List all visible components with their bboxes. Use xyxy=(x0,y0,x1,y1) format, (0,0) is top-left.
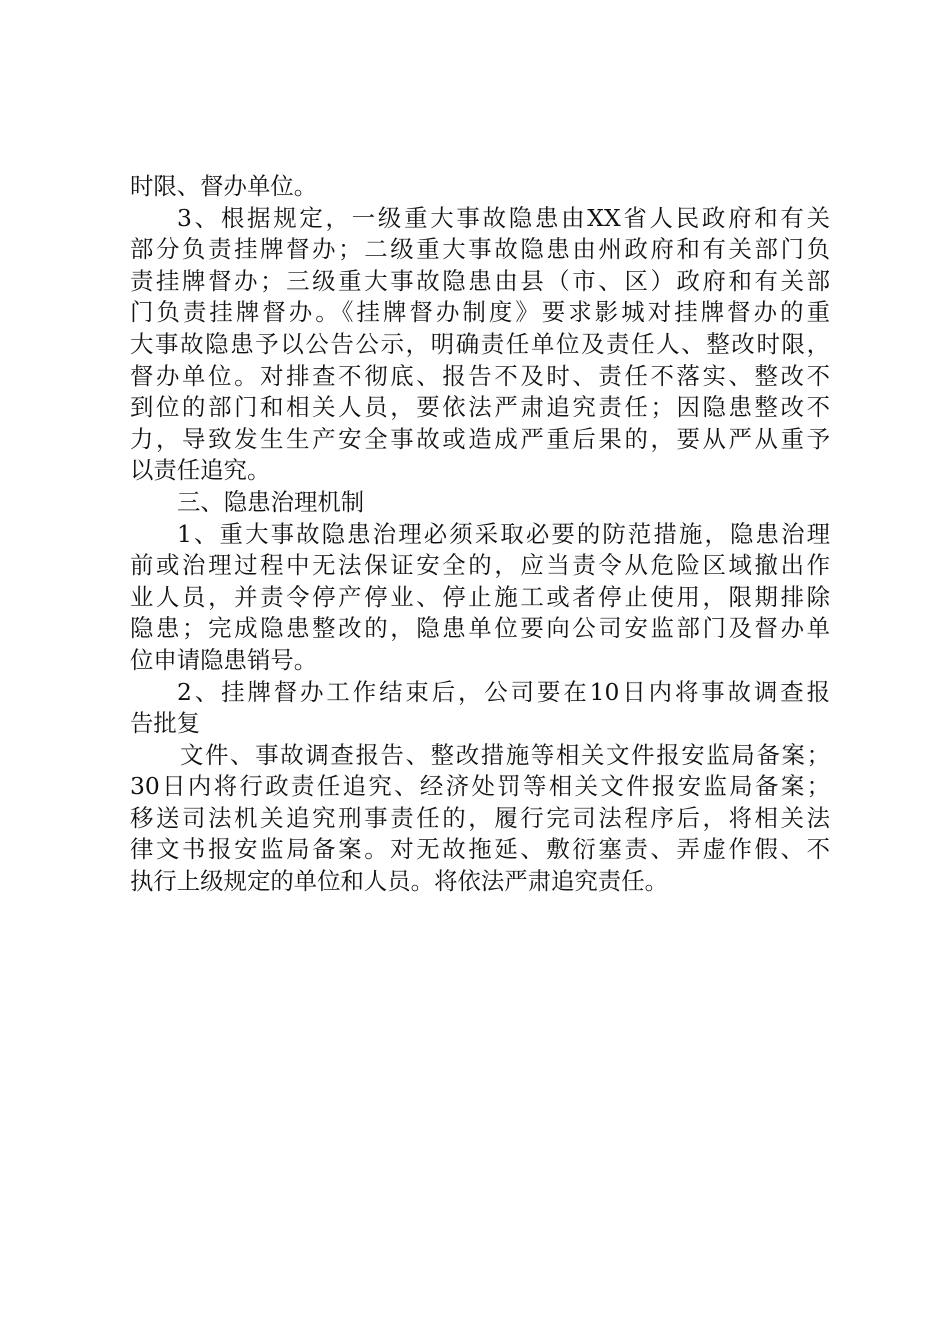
text-line-15: 隐患；完成隐患整改的，隐患单位要向公司安监部门及督办单 xyxy=(130,614,830,643)
text-line-14: 业人员，并责令停产停业、停止施工或者停止使用，限期排除 xyxy=(130,582,830,611)
text-line-4: 责挂牌督办；三级重大事故隐患由县（市、区）政府和有关部 xyxy=(130,266,830,295)
text-line-23: 执行上级规定的单位和人员。将依法严肃追究责任。 xyxy=(130,867,668,896)
text-line-8: 到位的部门和相关人员，要依法严肃追究责任；因隐患整改不 xyxy=(130,393,830,422)
text-line-20: 30日内将行政责任追究、经济处罚等相关文件报安监局备案； xyxy=(130,772,830,801)
text-line-6: 大事故隐患予以公告公示，明确责任单位及责任人、整改时限， xyxy=(130,329,830,358)
text-line-5: 门负责挂牌督办。《挂牌督办制度》要求影城对挂牌督办的重 xyxy=(130,298,830,327)
document-body xyxy=(130,171,830,898)
text-line-16: 位申请隐患销号。 xyxy=(130,645,318,674)
text-line-22: 律文书报安监局备案。对无故拖延、敷衍塞责、弄虚作假、不 xyxy=(130,835,830,864)
text-line-3: 部分负责挂牌督办；二级重大事故隐患由州政府和有关部门负 xyxy=(130,235,830,264)
text-line-7: 督办单位。对排查不彻底、报告不及时、责任不落实、整改不 xyxy=(130,361,830,390)
text-line-17: 2、挂牌督办工作结束后，公司要在10日内将事故调查报 xyxy=(177,677,830,706)
text-line-19: 文件、事故调查报告、整改措施等相关文件报安监局备案； xyxy=(180,740,830,769)
text-line-13: 前或治理过程中无法保证安全的，应当责令从危险区域撤出作 xyxy=(130,551,830,580)
text-line-12: 1、重大事故隐患治理必须采取必要的防范措施，隐患治理 xyxy=(177,519,830,548)
text-line-10: 以责任追究。 xyxy=(130,456,271,485)
text-line-1: 时限、督办单位。 xyxy=(130,172,318,200)
section-heading: 三、隐患治理机制 xyxy=(177,487,365,516)
text-line-9: 力，导致发生生产安全事故或造成严重后果的，要从严从重予 xyxy=(130,424,830,453)
text-line-21: 移送司法机关追究刑事责任的，履行完司法程序后，将相关法 xyxy=(130,803,830,832)
text-line-2: 3、根据规定，一级重大事故隐患由XX省人民政府和有关 xyxy=(177,203,830,232)
text-line-18: 告批复 xyxy=(130,709,201,738)
